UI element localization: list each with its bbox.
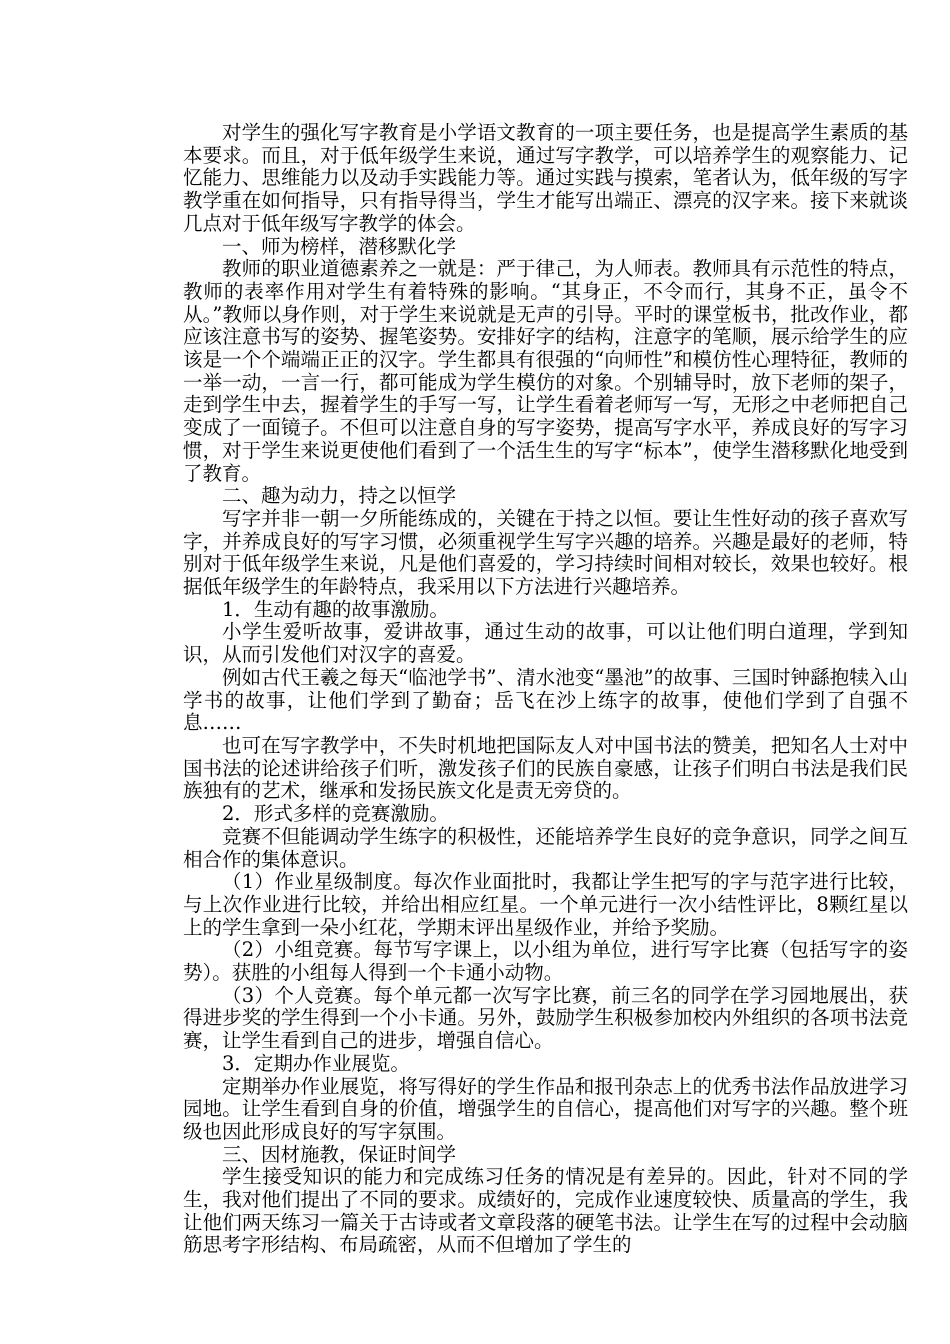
section-heading-1: 一、师为榜样，潜移默化学 <box>222 234 457 258</box>
subheading-competition: 2．形式多样的竞赛激励。 <box>222 802 449 826</box>
subheading-exhibition: 3．定期办作业展览。 <box>222 1051 410 1075</box>
section-3-paragraph: 学生接受知识的能力和完成练习任务的情况是有差异的。因此，针对不同的学生，我对他们提出了不同的要求。成绩好的，完成作业速度较快、质量高的学生，我让他们两天练习一篇关于古诗或者文章段落的硬笔书法。让学生在写的过程中会动脑筋思考字形结构、布局疏密，从而不但增加了学生的 <box>183 1165 908 1257</box>
competition-item-1: （1）作业星级制度。每次作业面批时，我都让学生把写的字与范字进行比较，与上次作业进行比较，并给出相应红星。一个单元进行一次小结性评比，8颗红星以上的学生拿到一朵小红花，学期末评出星级作业，并给予奖励。 <box>183 870 908 939</box>
story-paragraph-2: 例如古代王羲之每天“临池学书”、清水池变“墨池”的故事、三国时钟繇抱犊入山学书的故事，让他们学到了勤奋；岳飞在沙上练字的故事，使他们学到了自强不息…… <box>183 665 908 735</box>
competition-paragraph: 竞赛不但能调动学生练字的积极性，还能培养学生良好的竞争意识，同学之间互相合作的集体意识。 <box>183 824 908 871</box>
document-body <box>183 122 908 1257</box>
story-paragraph-1: 小学生爱听故事，爱讲故事，通过生动的故事，可以让他们明白道理，学到知识，从而引发他们对汉字的喜爱。 <box>183 620 908 667</box>
section-1-paragraph: 教师的职业道德素养之一就是：严于律己，为人师表。教师具有示范性的特点，教师的表率作用对学生有着特殊的影响。“其身正，不令而行，其身不正，虽令不从。”教师以身作则，对于学生来说就是无声的引导。平时的课堂板书，批改作业，都应该注意书写的姿势、握笔姿势。安排好字的结构，注意字的笔顺，展示给学生的应该是一个个端端正正的汉字。学生都具有很强的“向师性”和模仿性心理特征，教师的一举一动，一言一行，都可能成为学生模仿的对象。个别辅导时，放下老师的架子，走到学生中去，握着学生的手写一写，让学生看着老师写一写，无形之中老师把自己变成了一面镜子。不但可以注意自身的写字姿势，提高写字水平，养成良好的写字习惯，对于学生来说更使他们看到了一个活生生的写字“标本”，使学生潜移默化地受到了教育。 <box>183 257 908 485</box>
section-2-paragraph: 写字并非一朝一夕所能练成的，关键在于持之以恒。要让生性好动的孩子喜欢写字，并养成良好的写字习惯，必须重视学生写字兴趣的培养。兴趣是最好的老师，特别对于低年级学生来说，凡是他们喜爱的，学习持续时间相对较长，效果也较好。根据低年级学生的年龄特点，我采用以下方法进行兴趣培养。 <box>183 506 908 599</box>
section-heading-2: 二、趣为动力，持之以恒学 <box>222 484 457 508</box>
intro-paragraph: 对学生的强化写字教育是小学语文教育的一项主要任务，也是提高学生素质的基本要求。而且，对于低年级学生来说，通过写字教学，可以培养学生的观察能力、记忆能力、思维能力以及动手实践能力等。通过实践与摸索，笔者认为，低年级的写字教学重在如何指导，只有指导得当，学生才能写出端正、漂亮的汉字来。接下来就谈几点对于低年级写字教学的体会。 <box>183 121 908 235</box>
story-paragraph-3: 也可在写字教学中，不失时机地把国际友人对中国书法的赞美，把知名人士对中国书法的论述讲给孩子们听，激发孩子们的民族自豪感，让孩子们明白书法是我们民族独有的艺术，继承和发扬民族文化是责无旁贷的。 <box>183 733 908 803</box>
competition-item-2: （2）小组竞赛。每节写字课上，以小组为单位，进行写字比赛（包括写字的姿势）。获胜的小组每人得到一个卡通小动物。 <box>183 938 908 985</box>
exhibition-paragraph: 定期举办作业展览，将写得好的学生作品和报刊杂志上的优秀书法作品放进学习园地。让学生看到自身的价值，增强学生的自信心，提高他们对写字的兴趣。整个班级也因此形成良好的写字氛围。 <box>183 1074 908 1143</box>
subheading-story-motivation: 1．生动有趣的故事激励。 <box>222 597 449 621</box>
competition-item-3: （3）个人竞赛。每个单元都一次写字比赛，前三名的同学在学习园地展出，获得进步奖的学生得到一个小卡通。另外，鼓励学生积极参加校内外组织的各项书法竞赛，让学生看到自己的进步，增强自信心。 <box>183 983 908 1053</box>
section-heading-3: 三、因材施教，保证时间学 <box>222 1142 457 1166</box>
